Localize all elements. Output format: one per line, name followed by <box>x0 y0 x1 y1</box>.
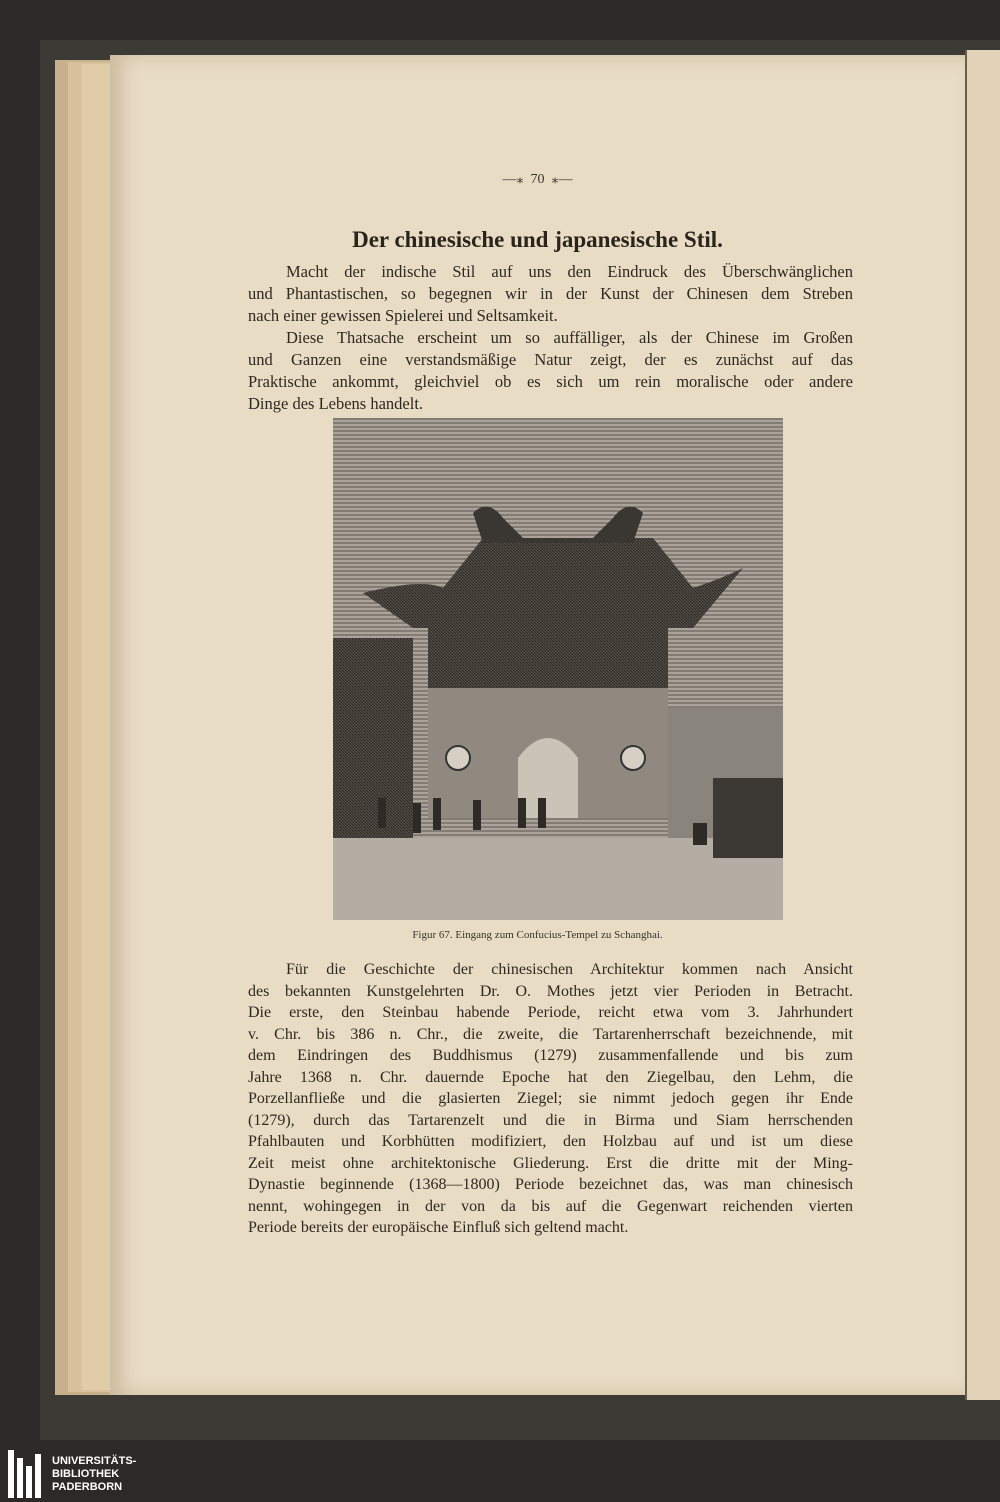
text-line: des bekannten Kunstgelehrten Dr. O. Mothes jetzt vier Perioden in Betracht. <box>248 982 853 1000</box>
text-line: und Ganzen eine verstandsmäßige Natur zeigt, der es zunächst auf das <box>248 350 853 369</box>
library-logo <box>8 1450 136 1498</box>
logo-text-line: BIBLIOTHEK <box>52 1467 120 1480</box>
text-line: und Phantastischen, so begegnen wir in der Kunst der Chinesen dem Streben <box>248 284 853 303</box>
text-line: (1279), durch das Tartarenzelt und die in Birma und Siam herrschenden <box>248 1111 853 1129</box>
page-number-text: 70 <box>530 172 545 187</box>
logo-text-line: PADERBORN <box>52 1480 123 1493</box>
paragraph-2 <box>248 327 853 415</box>
text-line: Für die Geschichte der chinesischen Architektur kommen nach Ansicht <box>286 961 853 978</box>
book-page <box>110 55 965 1395</box>
text-line: Porzellanfließe und die glasierten Ziegel; sie nimmt jedoch gegen ihr Ende <box>248 1090 853 1107</box>
text-line: Diese Thatsache erscheint um so auffälliger, als der Chinese im Großen <box>286 328 853 347</box>
text-line: dem Eindringen des Buddhismus (1279) zusammenfallende und bis zum <box>248 1047 853 1064</box>
paragraph-3 <box>248 959 853 1239</box>
text-line: Dynastie beginnende (1368—1800) Periode bezeichnet das, was man chinesisch <box>248 1176 853 1193</box>
paragraph-1 <box>248 261 853 327</box>
next-page-edge <box>965 50 1000 1400</box>
text-line: Macht der indische Stil auf uns den Eindruck des Überschwänglichen <box>286 262 853 281</box>
text-line: Praktische ankommt, gleichviel ob es sich um rein moralische oder andere <box>248 372 853 391</box>
text-line: Jahre 1368 n. Chr. dauernde Epoche hat den Ziegelbau, den Lehm, die <box>248 1068 853 1086</box>
chapter-title: Der chinesische und japanesische Stil. <box>352 227 723 252</box>
text-line: Zeit meist ohne architektonische Gliederung. Erst die dritte mit der Ming- <box>248 1154 853 1172</box>
page-number <box>110 171 965 188</box>
text-line: Pfahlbauten und Korbhütten modifiziert, den Holzbau auf und ist um diese <box>248 1133 853 1150</box>
text-line: v. Chr. bis 386 n. Chr., die zweite, die Tartarenherrschaft bezeichnende, mit <box>248 1025 853 1043</box>
figure-caption: Figur 67. Eingang zum Confucius-Tempel zu Schanghai. <box>412 929 663 941</box>
ornament-right: ⁎— <box>551 172 573 187</box>
text-line: nach einer gewissen Spielerei und Seltsamkeit. <box>248 306 558 325</box>
ornament-left: —⁎ <box>502 172 524 187</box>
text-line: Die erste, den Steinbau habende Periode, reicht etwa vom 3. Jahrhundert <box>248 1004 853 1021</box>
library-logo-icon <box>8 1450 44 1498</box>
text-line: Periode bereits der europäische Einfluß sich geltend macht. <box>248 1219 629 1236</box>
page-edges <box>82 64 113 1390</box>
text-line: nennt, wohingegen in der von da bis auf die Gegenwart reichenden vierten <box>248 1197 853 1215</box>
engraving-illustration <box>333 418 783 920</box>
text-line: Dinge des Lebens handelt. <box>248 394 424 413</box>
logo-text-line: UNIVERSITÄTS- <box>52 1454 137 1467</box>
